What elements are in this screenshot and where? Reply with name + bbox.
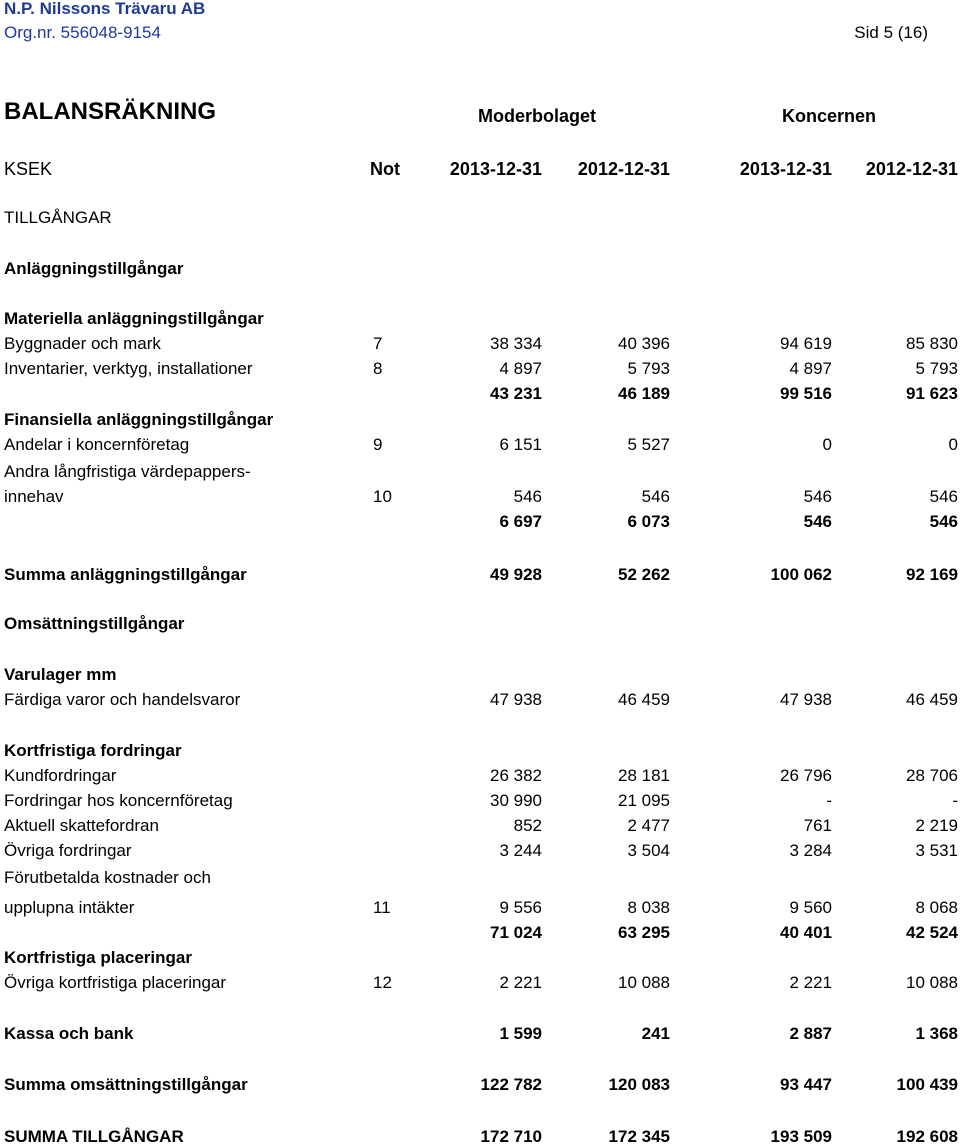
table-row [0,972,960,994]
value-group-2013: 99 516 [780,384,832,403]
table-row [0,358,960,380]
row-label: Inventarier, verktyg, installationer [4,359,253,378]
table-row [0,511,960,533]
value-parent-2012: 5 527 [627,435,670,454]
value-group-2013: - [826,791,832,810]
value-parent-2013: 4 897 [499,359,542,378]
value-group-2012: 46 459 [906,690,958,709]
value-parent-2013: 122 782 [480,1075,542,1094]
value-parent-2013: 3 244 [499,841,542,860]
date-header-parent-current: 2013-12-31 [449,159,542,179]
row-label: Kortfristiga fordringar [4,741,182,760]
value-group-2013: 546 [803,487,832,506]
value-parent-2012: 46 189 [618,384,670,403]
value-group-2013: 100 062 [770,565,832,584]
value-group-2013: 193 509 [770,1127,832,1146]
table-row [0,434,960,456]
value-group-2013: 40 401 [780,923,832,942]
table-row [0,383,960,405]
row-label: Andelar i koncernföretag [4,435,190,454]
row-label: Summa anläggningstillgångar [4,565,247,584]
value-group-2012: 1 368 [915,1024,958,1043]
value-parent-2012: 40 396 [618,334,670,353]
table-row [0,740,960,762]
value-group-2012: 8 068 [915,898,958,917]
row-label: Anläggningstillgångar [4,259,184,278]
value-parent-2012: 172 345 [608,1127,670,1146]
value-parent-2013: 49 928 [490,565,542,584]
value-group-2012: 85 830 [906,334,958,353]
value-parent-2013: 172 710 [480,1127,542,1146]
value-group-2012: 42 524 [906,923,958,942]
row-note: 7 [373,334,383,353]
table-row [0,867,960,889]
row-label: Kundfordringar [4,766,117,785]
group-header-group: Koncernen [782,106,877,126]
value-parent-2012: 546 [641,487,670,506]
table-row [0,1074,960,1096]
row-note: 9 [373,435,383,454]
table-row [0,207,960,229]
value-parent-2013: 71 024 [490,923,542,942]
row-label: TILLGÅNGAR [4,208,112,227]
row-note: 8 [373,359,383,378]
value-parent-2012: 6 073 [627,512,670,531]
table-row [0,564,960,586]
table-row [0,897,960,919]
row-label: Fordringar hos koncernföretag [4,791,233,810]
table-row [0,461,960,483]
table-row [0,333,960,355]
row-label: upplupna intäkter [4,898,135,917]
group-header-parent: Moderbolaget [478,106,597,126]
page-title: BALANSRÄKNING [4,98,216,125]
value-group-2013: 47 938 [780,690,832,709]
table-row [0,258,960,280]
table-row [0,664,960,686]
row-label: Byggnader och mark [4,334,161,353]
value-group-2012: 546 [929,512,958,531]
value-group-2013: 4 897 [789,359,832,378]
company-name: N.P. Nilssons Trävaru AB [4,0,206,18]
row-label: Omsättningstillgångar [4,614,185,633]
value-parent-2012: 120 083 [608,1075,670,1094]
date-header-parent-previous: 2012-12-31 [577,159,670,179]
value-parent-2013: 1 599 [499,1024,542,1043]
row-label: Finansiella anläggningstillgångar [4,410,274,429]
row-label: Övriga kortfristiga placeringar [4,973,227,992]
table-row [0,486,960,508]
row-label: Aktuell skattefordran [4,816,159,835]
row-note: 10 [373,487,392,506]
value-group-2012: 5 793 [915,359,958,378]
row-label: Kortfristiga placeringar [4,948,192,967]
value-parent-2013: 6 697 [499,512,542,531]
page-number: Sid 5 (16) [854,23,928,42]
value-parent-2012: 8 038 [627,898,670,917]
value-parent-2012: 21 095 [618,791,670,810]
row-label: Övriga fordringar [4,841,132,860]
value-parent-2012: 46 459 [618,690,670,709]
value-group-2012: 92 169 [906,565,958,584]
note-header: Not [370,159,400,179]
row-label: Förutbetalda kostnader och [4,868,211,887]
value-parent-2013: 2 221 [499,973,542,992]
row-label: SUMMA TILLGÅNGAR [4,1127,184,1146]
table-row [0,689,960,711]
value-group-2013: 3 284 [789,841,832,860]
date-header-group-previous: 2012-12-31 [865,159,958,179]
value-group-2012: 192 608 [896,1127,958,1146]
table-row [0,815,960,837]
value-group-2012: 28 706 [906,766,958,785]
value-group-2013: 2 887 [789,1024,832,1043]
value-parent-2013: 26 382 [490,766,542,785]
value-parent-2012: 10 088 [618,973,670,992]
value-group-2013: 93 447 [780,1075,832,1094]
table-row [0,409,960,431]
value-parent-2012: 5 793 [627,359,670,378]
row-label: Summa omsättningstillgångar [4,1075,248,1094]
value-group-2013: 2 221 [789,973,832,992]
value-parent-2013: 38 334 [490,334,542,353]
row-label: Varulager mm [4,665,117,684]
table-row [0,308,960,330]
row-label: innehav [4,487,64,506]
value-parent-2013: 9 556 [499,898,542,917]
row-label: Kassa och bank [4,1024,134,1043]
value-group-2013: 9 560 [789,898,832,917]
value-group-2013: 26 796 [780,766,832,785]
value-group-2012: 3 531 [915,841,958,860]
value-parent-2012: 3 504 [627,841,670,860]
value-group-2012: 91 623 [906,384,958,403]
value-group-2013: 761 [803,816,832,835]
org-number: Org.nr. 556048-9154 [4,23,161,42]
table-row [0,790,960,812]
table-row [0,1023,960,1045]
value-group-2012: 546 [929,487,958,506]
table-row [0,765,960,787]
value-parent-2012: 63 295 [618,923,670,942]
table-row [0,840,960,862]
unit-header: KSEK [4,159,53,179]
table-row [0,947,960,969]
value-parent-2013: 30 990 [490,791,542,810]
row-label: Andra långfristiga värdepappers- [4,462,251,481]
date-header-group-current: 2013-12-31 [739,159,832,179]
value-group-2013: 94 619 [780,334,832,353]
value-group-2013: 0 [822,435,832,454]
value-parent-2013: 546 [513,487,542,506]
row-note: 11 [373,898,391,917]
value-parent-2013: 43 231 [490,384,542,403]
value-parent-2012: 2 477 [627,816,670,835]
value-parent-2013: 852 [513,816,542,835]
row-note: 12 [373,973,392,992]
value-parent-2012: 52 262 [618,565,670,584]
table-row [0,1126,960,1148]
value-parent-2013: 6 151 [499,435,542,454]
value-group-2012: 2 219 [915,816,958,835]
row-label: Färdiga varor och handelsvaror [4,690,241,709]
table-row [0,922,960,944]
value-group-2012: 100 439 [896,1075,958,1094]
value-parent-2012: 241 [641,1024,670,1043]
value-parent-2012: 28 181 [618,766,670,785]
value-group-2013: 546 [803,512,832,531]
row-label: Materiella anläggningstillgångar [4,309,264,328]
value-parent-2013: 47 938 [490,690,542,709]
value-group-2012: - [952,791,958,810]
value-group-2012: 0 [948,435,958,454]
table-row [0,613,960,635]
value-group-2012: 10 088 [906,973,958,992]
